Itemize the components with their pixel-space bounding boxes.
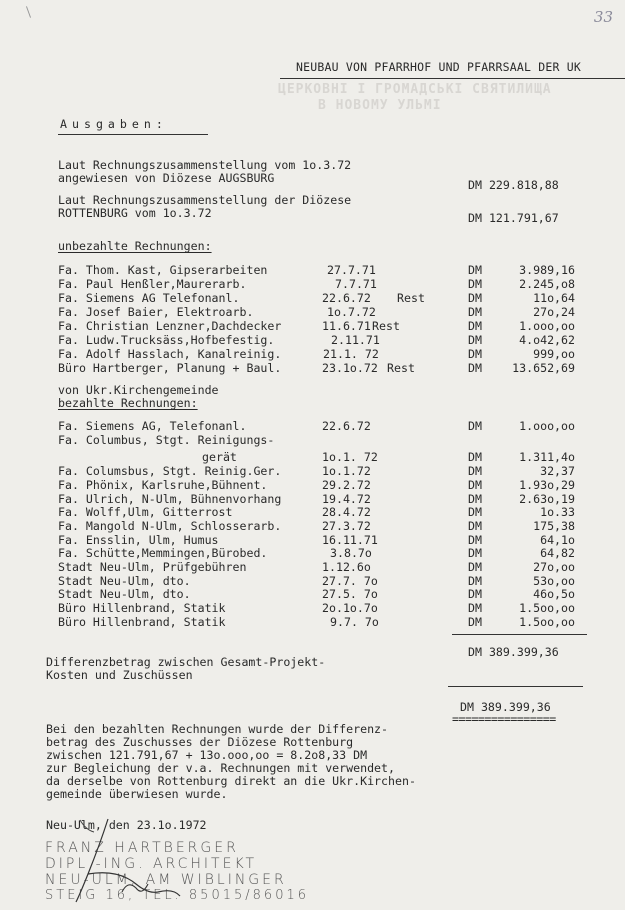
stamp-line-4: STEIG 16, TEL. 85015/86016 [45, 888, 310, 903]
invoice-amount: 2.245,o8 [519, 276, 575, 291]
paid-heading-line2: bezahlte Rechnungen: [58, 396, 198, 410]
invoice-amount: 1.ooo,oo [519, 419, 575, 433]
paid-row [0, 588, 625, 601]
invoice-firm: Fa. Wolff,Ulm, Gitterrost [58, 505, 233, 520]
invoice-amount: 27o,24 [533, 304, 575, 319]
invoice-currency: DM [468, 346, 482, 361]
subtotal-amount: DM 389.399,36 [468, 645, 559, 659]
invoice-currency: DM [468, 464, 482, 479]
pen-mark [26, 6, 31, 18]
invoice-amount: 1.311,4o [519, 450, 575, 465]
invoice-rest: Rest [397, 290, 425, 305]
unpaid-row [0, 362, 625, 375]
summary-2-line2: ROTTENBURG vom 1o.3.72 [58, 206, 212, 220]
paid-row [0, 479, 625, 492]
bleed-through-text-2: В НОВОМУ УЛЬМІ [318, 98, 442, 113]
invoice-firm: Fa. Columbus, Stgt. Reinigungs- [58, 432, 275, 447]
invoice-firm: Stadt Neu-Ulm, Prüfgebühren [58, 560, 247, 574]
invoice-amount: 1.93o,29 [519, 477, 575, 492]
paid-row [0, 506, 625, 519]
paid-row [0, 561, 625, 574]
bleed-through-text-1: ЦЕРКОВНІ І ГРОМАДСЬКІ СВЯТИЛИЩА [278, 82, 552, 97]
invoice-currency: DM [468, 573, 482, 588]
note-line-5: da derselbe von Rottenburg direkt an die Ukr.Kirchen- [46, 774, 416, 788]
invoice-date: 29.2.72 [322, 477, 371, 492]
note-line-4: zur Begleichung der v.a. Rechnungen mit verwendet, [46, 761, 396, 775]
invoice-currency: DM [468, 263, 482, 277]
paid-row [0, 465, 625, 478]
invoice-amount: 64,82 [540, 546, 575, 561]
unpaid-row [0, 334, 625, 347]
stamp-line-3: NEU-ULM, AM WIBLINGER [45, 872, 287, 888]
summary-2-amount: DM 121.791,67 [468, 211, 559, 225]
summary-1-line1: Laut Rechnungszusammenstellung vom 1o.3.72 [58, 158, 352, 172]
invoice-date: 22.6.72 [322, 290, 371, 305]
invoice-currency: DM [468, 450, 482, 465]
invoice-amount: 2.63o,19 [519, 491, 575, 506]
invoice-firm: Büro Hartberger, Planung + Baul. [58, 360, 282, 375]
note-line-1: Bei den bezahlten Rechnungen wurde der Differenz- [46, 722, 389, 736]
invoice-date: 2.11.71 [331, 332, 380, 347]
invoice-currency: DM [468, 601, 482, 616]
total-double-underline: ================ [452, 712, 556, 726]
unpaid-row [0, 306, 625, 319]
invoice-currency: DM [468, 477, 482, 492]
header-title: NEUBAU VON PFARRHOF UND PFARRSAAL DER UK [296, 60, 581, 74]
paid-row [0, 420, 625, 433]
invoice-amount: 3.989,16 [519, 263, 575, 277]
invoice-amount: 175,38 [533, 518, 575, 533]
header-underline [280, 78, 625, 79]
difference-line1: Differenzbetrag zwischen Gesamt-Projekt- [46, 655, 326, 669]
total-amount: DM 389.399,36 [460, 700, 551, 714]
invoice-currency: DM [468, 290, 482, 305]
invoice-date: 1.12.6o [322, 560, 371, 574]
difference-line2: Kosten und Zuschüssen [46, 668, 193, 682]
invoice-currency: DM [468, 518, 482, 533]
invoice-date: 28.4.72 [322, 505, 371, 520]
paid-row [0, 493, 625, 506]
ausgaben-heading: Ausgaben: [60, 117, 168, 131]
invoice-amount: 13.652,69 [512, 360, 575, 375]
ausgaben-underline [58, 134, 208, 135]
unpaid-row [0, 264, 625, 277]
unpaid-row [0, 320, 625, 333]
summary-1-amount: DM 229.818,88 [468, 178, 559, 192]
invoice-date: 27.7.71 [327, 263, 376, 277]
invoice-firm: gerät [202, 450, 237, 465]
invoice-date: 27.3.72 [322, 518, 371, 533]
invoice-date: 1o.7.72 [327, 304, 376, 319]
paid-row [0, 520, 625, 533]
invoice-currency: DM [468, 587, 482, 602]
invoice-firm: Fa. Ensslin, Ulm, Humus [58, 532, 219, 547]
invoice-currency: DM [468, 546, 482, 561]
paid-row [0, 575, 625, 588]
invoice-date: 23.1o.72 [322, 360, 378, 375]
unpaid-heading: unbezahlte Rechnungen: [58, 239, 212, 253]
invoice-firm: Stadt Neu-Ulm, dto. [58, 573, 191, 588]
invoice-currency: DM [468, 491, 482, 506]
invoice-currency: DM [468, 276, 482, 291]
unpaid-row [0, 278, 625, 291]
invoice-firm: Fa. Siemens AG Telefonanl. [58, 290, 240, 305]
invoice-firm: Fa. Christian Lenzner,Dachdecker [58, 318, 282, 333]
invoice-date: 21.1. 72 [323, 346, 379, 361]
invoice-amount: 1.5oo,oo [519, 601, 575, 616]
invoice-firm: Fa. Mangold N-Ulm, Schlosserarb. [58, 518, 282, 533]
invoice-firm: Fa. Columsbus, Stgt. Reinig.Ger. [58, 464, 282, 479]
paid-row [0, 602, 625, 615]
invoice-date: 9.7. 7o [330, 614, 379, 629]
invoice-amount: 53o,oo [533, 573, 575, 588]
invoice-firm: Fa. Siemens AG, Telefonanl. [58, 419, 247, 433]
invoice-date: 3.8.7o [330, 546, 372, 561]
invoice-currency: DM [468, 419, 482, 433]
stamp-line-1: FRANZ HARTBERGER [45, 840, 239, 856]
invoice-date: 7.7.71 [335, 276, 377, 291]
handwritten-signature [58, 814, 218, 904]
total-rule [448, 686, 583, 687]
invoice-amount: 11o,64 [533, 290, 575, 305]
invoice-currency: DM [468, 360, 482, 375]
invoice-date: 11.6.71 [322, 318, 371, 333]
invoice-firm: Büro Hillenbrand, Statik [58, 614, 226, 629]
paid-row [0, 451, 625, 464]
invoice-firm: Fa. Ulrich, N-Ulm, Bühnenvorhang [58, 491, 282, 506]
invoice-firm: Fa. Adolf Hasslach, Kanalreinig. [58, 346, 282, 361]
invoice-firm: Fa. Phönix, Karlsruhe,Bühnent. [58, 477, 268, 492]
unpaid-row [0, 292, 625, 305]
invoice-amount: 999,oo [533, 346, 575, 361]
paid-heading-line1: von Ukr.Kirchengemeinde [58, 383, 219, 397]
invoice-date: 2o.1o.7o [322, 601, 378, 616]
invoice-firm: Fa. Thom. Kast, Gipserarbeiten [58, 263, 268, 277]
note-line-2: betrag des Zuschusses der Diözese Rottenburg [46, 735, 354, 749]
subtotal-rule [452, 634, 587, 635]
invoice-currency: DM [468, 532, 482, 547]
page-number: 33 [593, 8, 613, 26]
invoice-firm: Fa. Paul Henßler,Maurerarb. [58, 276, 247, 291]
invoice-currency: DM [468, 332, 482, 347]
invoice-date: 1o.1. 72 [322, 450, 378, 465]
invoice-amount: 27o,oo [533, 560, 575, 574]
invoice-amount: 46o,5o [533, 587, 575, 602]
invoice-amount: 32,37 [540, 464, 575, 479]
paid-row [0, 547, 625, 560]
invoice-currency: DM [468, 505, 482, 520]
note-line-3: zwischen 121.791,67 + 13o.ooo,oo = 8.2o8,33 DM [46, 748, 368, 762]
invoice-amount: 4.o42,62 [519, 332, 575, 347]
invoice-date: 1o.1.72 [322, 464, 371, 479]
place-date: Neu-Ulm, den 23.1o.1972 [46, 818, 207, 832]
summary-2-line1: Laut Rechnungszusammenstellung der Diözese [58, 193, 352, 207]
invoice-firm: Fa. Josef Baier, Elektroarb. [58, 304, 254, 319]
invoice-amount: 1o.33 [540, 505, 575, 520]
note-line-6: gemeinde überwiesen wurde. [46, 787, 228, 801]
stamp-line-2: DIPL.-ING. ARCHITEKT [45, 856, 258, 872]
invoice-date: 19.4.72 [322, 491, 371, 506]
paid-row [0, 616, 625, 629]
paid-row [0, 534, 625, 547]
summary-1-line2: angewiesen von Diözese AUGSBURG [58, 171, 275, 185]
invoice-rest: Rest [372, 318, 400, 333]
invoice-date: 27.7. 7o [322, 573, 378, 588]
invoice-firm: Büro Hillenbrand, Statik [58, 601, 226, 616]
invoice-firm: Fa. Ludw.Trucksäss,Hofbefestig. [58, 332, 275, 347]
invoice-amount: 1.ooo,oo [519, 318, 575, 333]
invoice-amount: 1.5oo,oo [519, 614, 575, 629]
invoice-date: 22.6.72 [322, 419, 371, 433]
invoice-date: 16.11.71 [322, 532, 378, 547]
invoice-rest: Rest [387, 360, 415, 375]
invoice-firm: Stadt Neu-Ulm, dto. [58, 587, 191, 602]
invoice-currency: DM [468, 560, 482, 574]
paid-row [0, 434, 625, 447]
invoice-currency: DM [468, 614, 482, 629]
invoice-date: 27.5. 7o [322, 587, 378, 602]
unpaid-row [0, 348, 625, 361]
invoice-currency: DM [468, 304, 482, 319]
invoice-firm: Fa. Schütte,Memmingen,Bürobed. [58, 546, 268, 561]
invoice-amount: 64,1o [540, 532, 575, 547]
invoice-currency: DM [468, 318, 482, 333]
